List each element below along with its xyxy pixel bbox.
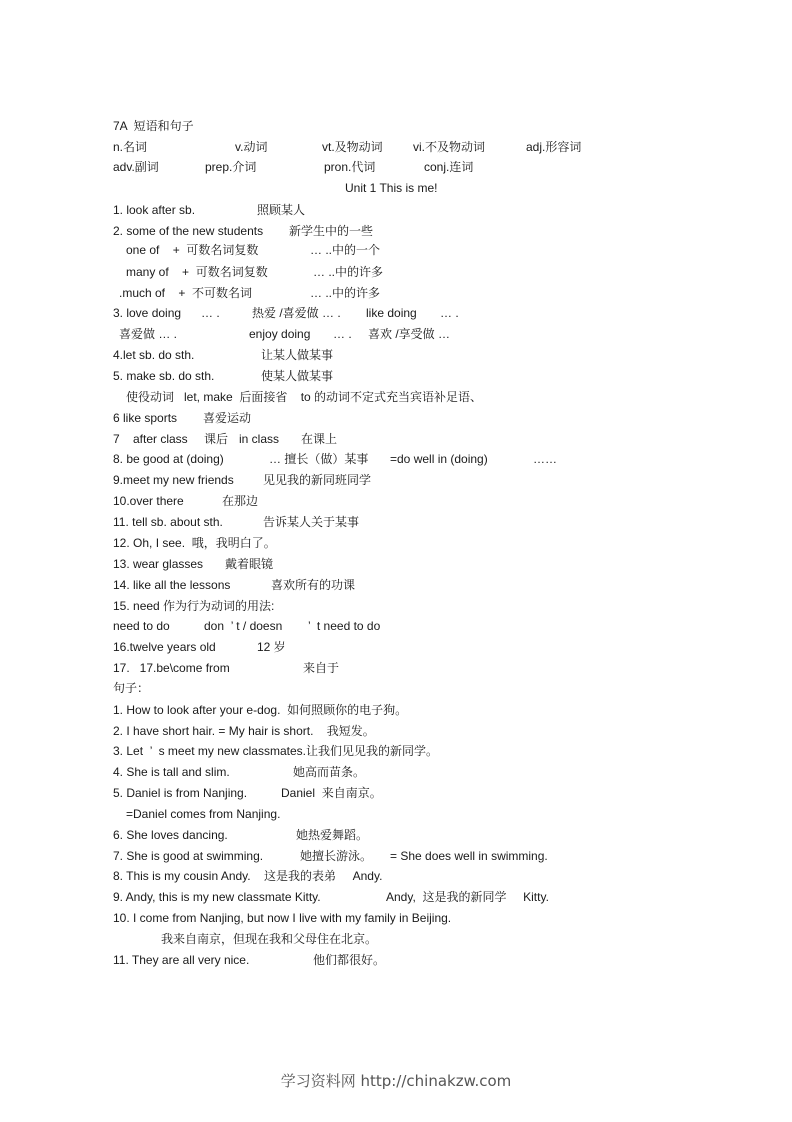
phrase-9-en: 9.meet my new friends [113, 473, 234, 487]
phrase-2-zh: 新学生中的一些 [289, 224, 374, 238]
phrase-8-eq: =do well in (doing) [390, 452, 488, 466]
sentence-7-eq: = She does well in swimming. [390, 849, 548, 863]
pos-noun: n.名词 [113, 140, 148, 154]
phrase-7-c: in class [239, 432, 280, 446]
sentence-8: 8. This is my cousin Andy. 这是我的表弟 Andy. [113, 869, 383, 883]
phrase-3b-d: 喜欢 /享受做 … [368, 327, 451, 341]
sentence-5b: =Daniel comes from Nanjing. [126, 807, 281, 821]
phrase-5-note: 使役动词 let, make 后面接省 to 的动词不定式充当宾语补足语、 [126, 390, 483, 404]
sentence-4-en: 4. She is tall and slim. [113, 765, 230, 779]
phrase-5-zh: 使某人做某事 [261, 369, 334, 383]
phrase-3-b: … . [201, 306, 220, 320]
phrase-7-num: 7 [113, 432, 120, 446]
phrase-15: 15. need 作为行为动词的用法: [113, 599, 275, 613]
phrase-5-en: 5. make sb. do sth. [113, 369, 215, 383]
phrase-14-en: 14. like all the lessons [113, 578, 231, 592]
phrase-11-en: 11. tell sb. about sth. [113, 515, 223, 529]
sentence-10b: 我来自南京，但现在我和父母住在北京。 [161, 932, 378, 946]
pos-pron: pron.代词 [324, 160, 376, 174]
phrase-10-en: 10.over there [113, 494, 184, 508]
phrase-16-zh: 12 岁 [257, 640, 286, 654]
phrase-7-b: 课后 [204, 432, 229, 446]
phrase-2a-zh: … ..中的一个 [310, 243, 381, 257]
sentence-7-zh: 她擅长游泳。 [300, 849, 373, 863]
heading: 7A 短语和句子 [113, 119, 194, 133]
pos-vt: vt.及物动词 [322, 140, 383, 154]
phrase-11-zh: 告诉某人关于某事 [263, 515, 360, 529]
phrase-2c-zh: … ..中的许多 [310, 286, 381, 300]
phrase-3b-b: enjoy doing [249, 327, 311, 341]
sentence-11-en: 11. They are all very nice. [113, 953, 250, 967]
phrase-15b-b: don ’ t / doesn [204, 619, 283, 633]
phrase-2b-en: many of + 可数名词复数 [126, 265, 268, 279]
phrase-13-en: 13. wear glasses [113, 557, 204, 571]
phrase-4-en: 4.let sb. do sth. [113, 348, 195, 362]
sentence-2: 2. I have short hair. = My hair is short. 我短发。 [113, 724, 375, 738]
sentence-10: 10. I come from Nanjing, but now I live with my family in Beijing. [113, 911, 452, 925]
phrase-1-zh: 照顾某人 [257, 203, 306, 217]
sentence-11-zh: 他们都很好。 [313, 953, 386, 967]
phrase-3-c: 热爱 /喜爱做 … . [252, 306, 341, 320]
phrase-8-dots: …… [533, 452, 557, 466]
phrase-2a-en: one of + 可数名词复数 [126, 243, 259, 257]
phrase-3-a: 3. love doing [113, 306, 182, 320]
sentence-5-zh: Daniel 来自南京。 [281, 786, 382, 800]
phrase-14-zh: 喜欢所有的功课 [271, 578, 356, 592]
sentence-5-en: 5. Daniel is from Nanjing. [113, 786, 248, 800]
footer-watermark: 学习资料网 http://chinakzw.com [280, 1072, 512, 1090]
phrase-15b-c: ’ t need to do [308, 619, 381, 633]
phrase-4-zh: 让某人做某事 [261, 348, 334, 362]
phrase-2b-zh: … ..中的许多 [313, 265, 384, 279]
phrase-3b-a: 喜爱做 … . [119, 327, 178, 341]
sentence-6-en: 6. She loves dancing. [113, 828, 228, 842]
phrase-3-d: like doing [366, 306, 417, 320]
sentence-9-en: 9. Andy, this is my new classmate Kitty. [113, 890, 321, 904]
sentence-7-en: 7. She is good at swimming. [113, 849, 264, 863]
pos-adv: adv.副词 [113, 160, 159, 174]
pos-verb: v.动词 [235, 140, 268, 154]
phrase-12: 12. Oh, I see. 哦，我明白了。 [113, 536, 276, 550]
phrase-3-e: … . [440, 306, 459, 320]
phrase-17-zh: 来自于 [303, 661, 340, 675]
sentences-label: 句子： [113, 681, 150, 695]
phrase-6-zh: 喜爱运动 [203, 411, 252, 425]
pos-conj: conj.连词 [424, 160, 474, 174]
phrase-16-en: 16.twelve years old [113, 640, 216, 654]
sentence-3: 3. Let ’ s meet my new classmates.让我们见见我的新同学。 [113, 744, 438, 758]
phrase-13-zh: 戴着眼镜 [225, 557, 274, 571]
phrase-10-zh: 在那边 [222, 494, 259, 508]
pos-vi: vi.不及物动词 [413, 140, 486, 154]
phrase-8-en: 8. be good at (doing) [113, 452, 224, 466]
phrase-7-a: after class [133, 432, 188, 446]
phrase-7-d: 在课上 [301, 432, 338, 446]
phrase-1-en: 1. look after sb. [113, 203, 196, 217]
phrase-8-zh: … 擅长（做）某事 [269, 452, 369, 466]
phrase-2-en: 2. some of the new students [113, 224, 264, 238]
phrase-9-zh: 见见我的新同班同学 [263, 473, 372, 487]
pos-adj: adj.形容词 [526, 140, 582, 154]
sentence-4-zh: 她高而苗条。 [293, 765, 366, 779]
sentence-6-zh: 她热爱舞蹈。 [296, 828, 369, 842]
pos-prep: prep.介词 [205, 160, 257, 174]
sentence-9-zh: Andy, 这是我的新同学 Kitty. [386, 890, 549, 904]
sentence-1: 1. How to look after your e-dog. 如何照顾你的电子狗。 [113, 703, 408, 717]
phrase-6-en: 6 like sports [113, 411, 178, 425]
phrase-2c-en: .much of + 不可数名词 [119, 286, 253, 300]
unit-title: Unit 1 This is me! [345, 181, 438, 195]
phrase-3b-c: … . [333, 327, 352, 341]
phrase-15b-a: need to do [113, 619, 170, 633]
phrase-17-en: 17. 17.be\come from [113, 661, 230, 675]
